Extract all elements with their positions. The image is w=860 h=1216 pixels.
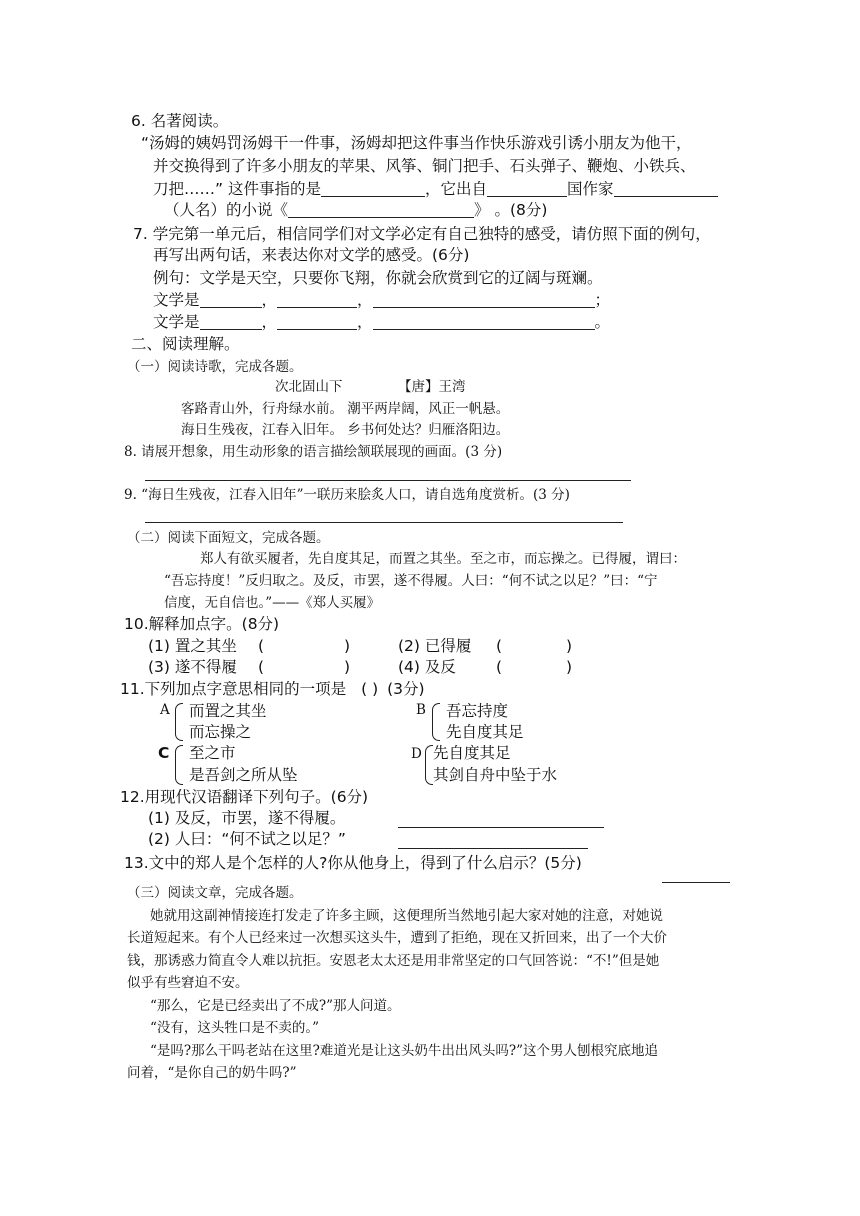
q11-option-d-line-2: 其剑自舟中坠于水: [433, 766, 558, 784]
q10-paren-close-3: ): [344, 658, 351, 676]
article-line-2: 长道短起来。有个人已经来过一次想买这头牛，遭到了拒绝，现在又折回来，出了一个大价: [127, 930, 667, 946]
article-line-8: 问着，“是你自己的奶牛吗?”: [127, 1065, 297, 1081]
q6-text-d: （人名）的小说《: [164, 201, 289, 219]
q11-option-a-label: A: [160, 702, 170, 718]
q10-item-2: (2) 已得履: [398, 637, 472, 655]
article-line-1: 她就用这副神情接连打发走了许多主顾，这便理所当然地引起大家对她的注意，对她说: [150, 908, 663, 924]
q10-title: 10.解释加点字。(8分): [124, 615, 280, 633]
q6-text-a: 刀把……” 这件事指的是: [153, 180, 321, 198]
q10-paren-open-4: (: [496, 658, 503, 676]
q7-s2-prefix: 文学是: [153, 313, 200, 331]
q6-title: 6. 名著阅读。: [131, 112, 229, 130]
q6-answer-blank-4[interactable]: [288, 203, 474, 218]
q11-option-a-line-2: 而忘操之: [189, 723, 252, 741]
option-b-brace: [432, 703, 440, 741]
q7-s1-comma-1: ，: [261, 291, 278, 309]
q7-s1-blank-2[interactable]: [277, 293, 357, 308]
q7-s2-comma-1: ，: [261, 313, 278, 331]
q6-passage-line-1: “汤姆的姨妈罚汤姆干一件事，汤姆却把这件事当作快乐游戏引诱小朋友为他干，: [141, 134, 692, 152]
q10-item-1: (1) 置之其坐: [148, 637, 237, 655]
q11-option-b-line-1: 吾忘持度: [446, 702, 509, 720]
option-d-brace: [425, 745, 433, 785]
q11-score: (3分): [387, 680, 425, 698]
article-line-4: 似乎有些窘迫不安。: [127, 975, 249, 991]
option-c-brace: [175, 745, 183, 785]
q6-passage-line-2: 并交换得到了许多小朋友的苹果、风筝、铜门把手、石头弹子、鞭炮、小铁兵、: [153, 157, 696, 175]
q12-item-1: (1) 及反，市罢，遂不得履。: [148, 809, 346, 827]
q7-s2-comma-2: ，: [357, 313, 373, 331]
classical-text-line-3: 信度，无自信也。”——《郑人买履》: [164, 595, 381, 611]
q7-s2-blank-3[interactable]: [373, 315, 595, 330]
q10-paren-open-2: (: [496, 637, 503, 655]
q7-line-2: 再写出两句话，来表达你对文学的感受。(6分): [153, 246, 470, 264]
q11-option-c-line-2: 是吾剑之所从坠: [189, 766, 298, 784]
q7-s2-end: 。: [594, 313, 611, 331]
q11-option-c-label: C: [158, 744, 170, 762]
q7-s1-prefix: 文学是: [153, 291, 200, 309]
q8-text: 8. 请展开想象，用生动形象的语言描绘颔联展现的画面。(3 分): [124, 444, 503, 460]
q11-option-d-label: D: [411, 746, 422, 762]
q12-title: 12.用现代汉语翻译下列句子。(6分): [120, 788, 369, 806]
q10-item-3: (3) 遂不得履: [148, 658, 237, 676]
q13-answer-line[interactable]: [662, 882, 730, 883]
q12-answer-line-2[interactable]: [398, 848, 588, 849]
q11-option-c-line-1: 至之市: [189, 744, 236, 762]
q11-text: 11.下列加点字意思相同的一项是: [120, 680, 347, 698]
option-a-brace: [175, 703, 183, 741]
q7-sentence-1: [153, 293, 610, 309]
q6-text-c: 国作家: [566, 180, 614, 198]
q9-text: 9. “海日生残夜，江春入旧年”一联历来脍炙人口，请自选角度赏析。(3 分): [124, 487, 570, 503]
article-line-5: “那么，它是已经卖出了不成?”那人问道。: [150, 998, 401, 1014]
q7-s1-blank-3[interactable]: [373, 293, 595, 308]
q7-sentence-2: [153, 315, 610, 331]
q7-line-1: 7. 学完第一单元后，相信同学们对文学必定有自己独特的感受，请仿照下面的例句，: [133, 225, 711, 243]
q11-option-a-line-1: 而置之其坐: [189, 702, 267, 720]
q11-title: [120, 682, 425, 698]
q7-example: 例句：文学是天空，只要你飞翔，你就会欣赏到它的辽阔与斑斓。: [153, 269, 603, 287]
q6-answer-blank-3[interactable]: [614, 182, 718, 197]
q11-option-b-label: B: [416, 702, 426, 718]
q12-item-2: (2) 人曰：“何不试之以足？”: [148, 830, 346, 848]
poem-line-2: 海日生残夜，江春入旧年。 乡书何处达？归雁洛阳边。: [181, 422, 510, 438]
article-line-3: 钱，那诱惑力简直令人难以抗拒。安恩老太太还是用非常坚定的口气回答说：“不!”但是她: [127, 953, 660, 969]
q13-text: 13.文中的郑人是个怎样的人?你从他身上，得到了什么启示？(5分): [124, 854, 582, 872]
poem-line-1: 客路青山外，行舟绿水前。 潮平两岸阔，风正一帆悬。: [181, 401, 510, 417]
classical-text-line-2: “吾忘持度！”反归取之。及反，市罢，遂不得履。人曰：“何不试之以足？”曰：“宁: [164, 573, 658, 589]
q6-text-e: 》 。(8分): [474, 201, 548, 219]
q10-paren-close-4: ): [566, 658, 573, 676]
q6-answer-blank-1[interactable]: [321, 182, 425, 197]
q11-answer-paren[interactable]: ( ): [361, 680, 379, 698]
q8-answer-line[interactable]: [145, 480, 631, 481]
poem-author: 【唐】王湾: [398, 379, 466, 395]
q6-passage-line-4: [164, 203, 547, 219]
q7-s1-end: ；: [594, 291, 611, 309]
q11-option-d-line-1: 先自度其足: [433, 744, 511, 762]
q10-paren-close-1: ): [344, 637, 351, 655]
q10-paren-close-2: ): [566, 637, 573, 655]
classical-text-line-1: 郑人有欲买履者，先自度其足，而置之其坐。至之市，而忘操之。已得履，谓曰：: [200, 551, 686, 567]
q7-s1-blank-1[interactable]: [200, 293, 262, 308]
q7-s2-blank-2[interactable]: [277, 315, 357, 330]
q10-paren-open-3: (: [258, 658, 265, 676]
section-1-title: （一）阅读诗歌，完成各题。: [127, 359, 303, 375]
q11-option-b-line-2: 先自度其足: [446, 723, 524, 741]
article-line-7: “是吗?那么干吗老站在这里?难道光是让这头奶牛出出风头吗?”这个男人刨根究底地追: [150, 1043, 659, 1059]
section-2-title: （二）阅读下面短文，完成各题。: [127, 530, 330, 546]
part2-title: 二、阅读理解。: [131, 335, 240, 353]
q12-answer-line-1[interactable]: [398, 827, 604, 828]
q9-answer-line[interactable]: [145, 522, 623, 523]
q7-s2-blank-1[interactable]: [200, 315, 262, 330]
q6-passage-line-3: [153, 182, 718, 198]
q7-s1-comma-2: ，: [357, 291, 373, 309]
q10-paren-open-1: (: [258, 637, 265, 655]
section-3-title: （三）阅读文章，完成各题。: [127, 885, 303, 901]
article-line-6: “没有，这头牲口是不卖的。”: [150, 1020, 320, 1036]
q10-item-4: (4) 及反: [398, 658, 456, 676]
poem-title: 次北固山下: [275, 379, 343, 395]
q6-text-b: ，它出自: [424, 180, 487, 198]
q6-answer-blank-2[interactable]: [487, 182, 567, 197]
